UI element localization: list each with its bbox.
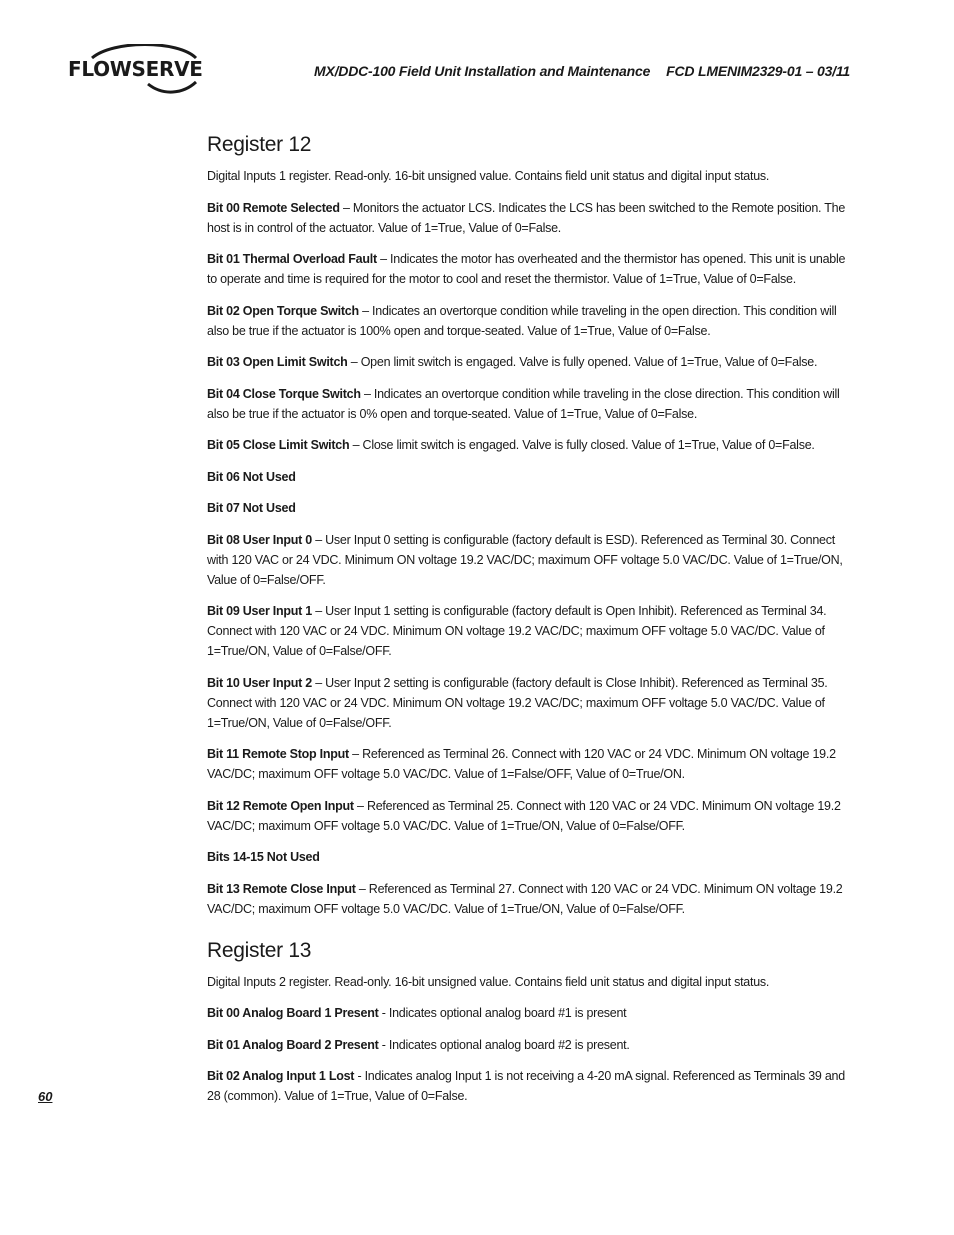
bit-label: Bit 00 Remote Selected	[207, 200, 340, 215]
bit-text: – User Input 2 setting is configurable (factory default is Close Inhibit). Referenced as Terminal 35. Connect with 120 VAC or 24 VDC. Minimum ON voltage 19.2 VAC/DC; maximum OFF voltage 5.0 VAC/DC. Value of 1=True/ON, Value of 0=False/OFF.	[207, 675, 828, 730]
bit-description	[207, 435, 847, 455]
bit-text: – Indicates an overtorque condition while traveling in the open direction. This condition will also be true if the actuator is 100% open and torque-seated. Value of 1=True, Value of 0=False.	[207, 303, 837, 338]
bit-label: Bit 01 Analog Board 2 Present	[207, 1037, 379, 1052]
bit-label: Bit 01 Thermal Overload Fault	[207, 252, 377, 266]
document-title: MX/DDC-100 Field Unit Installation and Maintenance	[314, 63, 651, 79]
bit-label: Bits 14-15 Not Used	[207, 850, 320, 864]
bit-text: – User Input 1 setting is configurable (factory default is Open Inhibit). Referenced as Terminal 34. Connect with 120 VAC or 24 VDC. Minimum ON voltage 19.2 VAC/DC; maximum OFF voltage 5.0 VAC/DC. Value of 1=True/ON, Value of 0=False/OFF.	[207, 604, 827, 658]
bit-text: - Indicates optional analog board #2 is present.	[378, 1037, 630, 1052]
bit-label: Bit 07 Not Used	[207, 501, 296, 515]
bit-text: - Indicates analog Input 1 is not receiving a 4-20 mA signal. Referenced as Terminals 39 and 28 (common). Value of 1=True, Value of 0=False.	[207, 1069, 845, 1103]
logo-text: FLOWSERVE	[68, 57, 203, 81]
bit-description	[207, 673, 847, 733]
bit-description	[207, 1003, 847, 1023]
bit-label: Bit 06 Not Used	[207, 469, 296, 484]
bit-description	[207, 301, 847, 341]
register-12-intro: Digital Inputs 1 register. Read-only. 16-bit unsigned value. Contains field unit status and digital input status.	[207, 169, 770, 183]
bit-description	[207, 1035, 847, 1055]
bit-label: Bit 00 Analog Board 1 Present	[207, 1006, 379, 1020]
bit-description	[207, 796, 847, 836]
register-12-bit-list	[207, 198, 847, 919]
bit-text: – Referenced as Terminal 27. Connect with 120 VAC or 24 VDC. Minimum ON voltage 19.2 VAC/DC; maximum OFF voltage 5.0 VAC/DC. Value of 1=True/ON, Value of 0=False/OFF.	[207, 881, 843, 916]
register-13-intro: Digital Inputs 2 register. Read-only. 16-bit unsigned value. Contains field unit status and digital input status.	[207, 974, 770, 989]
document-code: FCD LMENIM2329-01 – 03/11	[666, 63, 850, 79]
bit-text: – Referenced as Terminal 25. Connect with 120 VAC or 24 VDC. Minimum ON voltage 19.2 VAC/DC; maximum OFF voltage 5.0 VAC/DC. Value of 1=True/ON, Value of 0=False/OFF.	[207, 798, 841, 833]
bit-label: Bit 02 Analog Input 1 Lost	[207, 1069, 355, 1083]
document-header	[314, 63, 850, 79]
bit-text: – User Input 0 setting is configurable (factory default is ESD). Referenced as Terminal 30. Connect with 120 VAC or 24 VDC. Minimum ON voltage 19.2 VAC/DC; maximum OFF voltage 5.0 VAC/DC. Value of 1=True/ON, Value of 0=False/OFF.	[207, 532, 843, 587]
bit-description	[207, 198, 847, 238]
bit-label: Bit 04 Close Torque Switch	[207, 386, 361, 401]
bit-label: Bit 11 Remote Stop Input	[207, 747, 349, 761]
bit-label: Bit 05 Close Limit Switch	[207, 438, 350, 452]
bit-description	[207, 601, 847, 661]
bit-description	[207, 352, 847, 372]
bit-label: Bit 10 User Input 2	[207, 675, 312, 690]
bit-description	[207, 467, 847, 487]
bit-text: – Open limit switch is engaged. Valve is fully opened. Value of 1=True, Value of 0=False.	[347, 355, 818, 369]
bit-description	[207, 530, 847, 590]
page-number: 60	[38, 1089, 53, 1104]
bit-text: – Indicates the motor has overheated and the thermistor has opened. This unit is unable to operate and time is required for the motor to cool and reset the thermistor. Value of 1=True, Value of 0=False.	[207, 252, 846, 286]
bit-text: – Indicates an overtorque condition while traveling in the close direction. This condition will also be true if the actuator is 0% open and torque-seated. Value of 1=True, Value of 0=False.	[207, 386, 840, 421]
bit-text: - Indicates optional analog board #1 is present	[378, 1006, 627, 1020]
bit-description	[207, 879, 847, 919]
bit-text: – Monitors the actuator LCS. Indicates the LCS has been switched to the Remote position. The host is in control of the actuator. Value of 1=True, Value of 0=False.	[207, 200, 846, 235]
bit-description	[207, 249, 847, 289]
flowserve-logo	[68, 44, 208, 96]
bit-label: Bit 09 User Input 1	[207, 604, 312, 618]
bit-label: Bit 13 Remote Close Input	[207, 881, 356, 896]
bit-description	[207, 847, 847, 867]
register-12-heading: Register 12	[207, 133, 312, 156]
bit-label: Bit 02 Open Torque Switch	[207, 303, 359, 318]
bit-label: Bit 03 Open Limit Switch	[207, 355, 348, 369]
bit-description	[207, 498, 847, 518]
page-content	[207, 133, 847, 1118]
bit-description	[207, 384, 847, 424]
bit-description	[207, 744, 847, 784]
bit-label: Bit 08 User Input 0	[207, 532, 312, 547]
register-13-heading: Register 13	[207, 938, 312, 962]
bit-label: Bit 12 Remote Open Input	[207, 798, 354, 813]
bit-text: – Referenced as Terminal 26. Connect with 120 VAC or 24 VDC. Minimum ON voltage 19.2 VAC/DC; maximum OFF voltage 5.0 VAC/DC. Value of 1=False/OFF, Value of 0=True/ON.	[207, 747, 836, 781]
register-13-bit-list	[207, 1003, 847, 1106]
bit-description	[207, 1066, 847, 1106]
bit-text: – Close limit switch is engaged. Valve is fully closed. Value of 1=True, Value of 0=False.	[349, 438, 815, 452]
